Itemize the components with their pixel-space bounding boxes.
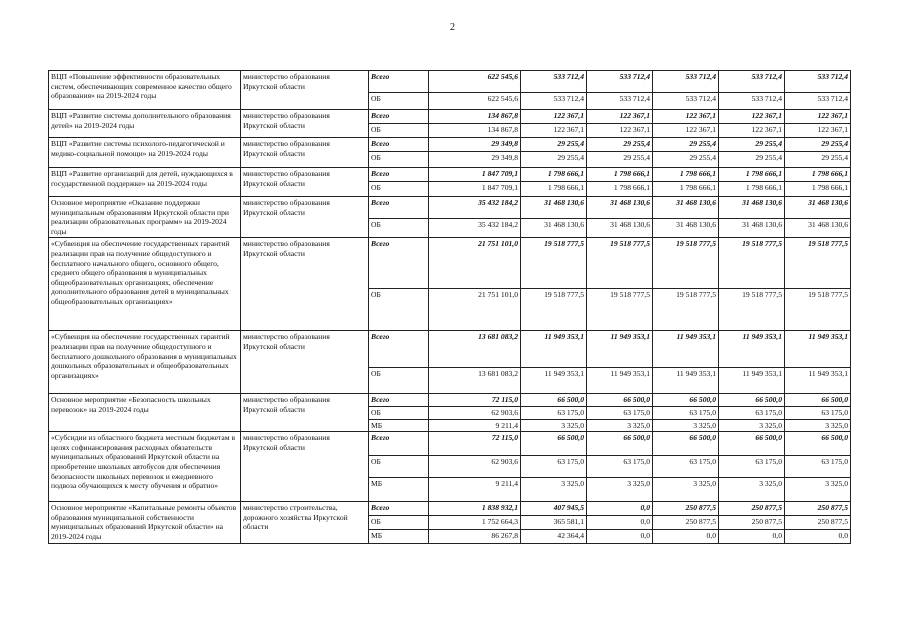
amount-cell: 0,0 bbox=[653, 529, 719, 543]
amount-cell: 66 500,0 bbox=[653, 394, 719, 407]
program-name-cell: «Субвенция на обеспечение государственных гарантий реализации прав на получение общедоступного и бесплатного начального общего, основного общего, среднего общего образования в муниципальных общеобразовательных организациях, обеспечение дополнительного образования детей в муниципальных общеобразовательных организациях» bbox=[49, 238, 241, 331]
amount-cell: 134 867,8 bbox=[429, 124, 521, 138]
amount-cell: 0,0 bbox=[785, 529, 851, 543]
funding-source-cell: Всего bbox=[369, 502, 429, 516]
amount-cell: 9 211,4 bbox=[429, 478, 521, 502]
amount-cell: 1 838 932,1 bbox=[429, 502, 521, 516]
amount-cell: 3 325,0 bbox=[587, 419, 653, 432]
funding-source-cell: ОБ bbox=[369, 289, 429, 331]
amount-cell: 13 681 083,2 bbox=[429, 368, 521, 394]
amount-cell: 533 712,4 bbox=[785, 71, 851, 93]
table-row bbox=[49, 138, 851, 152]
amount-cell: 29 255,4 bbox=[719, 138, 785, 152]
amount-cell: 122 367,1 bbox=[719, 110, 785, 124]
program-name-cell: Основное мероприятие «Оказание поддержки муниципальным образованиям Иркутской области при реализации образовательных программ» на 2019-2024 годы bbox=[49, 197, 241, 238]
amount-cell: 31 468 130,6 bbox=[521, 218, 587, 238]
amount-cell: 1 847 709,1 bbox=[429, 182, 521, 197]
table-row bbox=[49, 71, 851, 93]
amount-cell: 122 367,1 bbox=[785, 124, 851, 138]
amount-cell: 11 949 353,1 bbox=[587, 331, 653, 368]
responsible-org-cell: министерство образования Иркутской области bbox=[241, 71, 369, 110]
amount-cell: 11 949 353,1 bbox=[785, 368, 851, 394]
amount-cell: 134 867,8 bbox=[429, 110, 521, 124]
amount-cell: 63 175,0 bbox=[587, 456, 653, 478]
amount-cell: 533 712,4 bbox=[653, 71, 719, 93]
funding-source-cell: Всего bbox=[369, 432, 429, 456]
amount-cell: 31 468 130,6 bbox=[587, 218, 653, 238]
amount-cell: 29 255,4 bbox=[521, 152, 587, 168]
amount-cell: 3 325,0 bbox=[719, 419, 785, 432]
amount-cell: 66 500,0 bbox=[587, 394, 653, 407]
amount-cell: 365 581,1 bbox=[521, 515, 587, 529]
amount-cell: 1 798 666,1 bbox=[785, 168, 851, 182]
amount-cell: 3 325,0 bbox=[719, 478, 785, 502]
table-row bbox=[49, 394, 851, 407]
table-row bbox=[49, 502, 851, 516]
amount-cell: 29 255,4 bbox=[521, 138, 587, 152]
funding-source-cell: Всего bbox=[369, 138, 429, 152]
amount-cell: 21 751 101,0 bbox=[429, 238, 521, 289]
funding-source-cell: ОБ bbox=[369, 515, 429, 529]
amount-cell: 19 518 777,5 bbox=[719, 289, 785, 331]
amount-cell: 63 175,0 bbox=[653, 456, 719, 478]
amount-cell: 250 877,5 bbox=[719, 502, 785, 516]
responsible-org-cell: министерство образования Иркутской области bbox=[241, 238, 369, 331]
amount-cell: 13 681 083,2 bbox=[429, 331, 521, 368]
amount-cell: 250 877,5 bbox=[785, 502, 851, 516]
amount-cell: 122 367,1 bbox=[719, 124, 785, 138]
funding-source-cell: ОБ bbox=[369, 93, 429, 110]
amount-cell: 533 712,4 bbox=[785, 93, 851, 110]
amount-cell: 11 949 353,1 bbox=[719, 331, 785, 368]
funding-source-cell: Всего bbox=[369, 238, 429, 289]
amount-cell: 66 500,0 bbox=[785, 432, 851, 456]
amount-cell: 31 468 130,6 bbox=[785, 218, 851, 238]
amount-cell: 42 364,4 bbox=[521, 529, 587, 543]
amount-cell: 19 518 777,5 bbox=[521, 289, 587, 331]
amount-cell: 72 115,0 bbox=[429, 432, 521, 456]
amount-cell: 63 175,0 bbox=[719, 406, 785, 419]
program-name-cell: ВЦП «Развитие системы психолого-педагогической и медико-социальной помощи» на 2019-2024 годы bbox=[49, 138, 241, 168]
amount-cell: 29 255,4 bbox=[587, 138, 653, 152]
program-name-cell: ВЦП «Повышение эффективности образовательных систем, обеспечивающих современное качество общего образования» на 2019-2024 годы bbox=[49, 71, 241, 110]
amount-cell: 66 500,0 bbox=[719, 394, 785, 407]
amount-cell: 1 798 666,1 bbox=[785, 182, 851, 197]
amount-cell: 1 798 666,1 bbox=[653, 182, 719, 197]
amount-cell: 533 712,4 bbox=[719, 93, 785, 110]
amount-cell: 11 949 353,1 bbox=[719, 368, 785, 394]
amount-cell: 533 712,4 bbox=[719, 71, 785, 93]
funding-source-cell: ОБ bbox=[369, 456, 429, 478]
table-row bbox=[49, 168, 851, 182]
table-row bbox=[49, 110, 851, 124]
amount-cell: 250 877,5 bbox=[719, 515, 785, 529]
amount-cell: 31 468 130,6 bbox=[653, 197, 719, 219]
amount-cell: 66 500,0 bbox=[521, 394, 587, 407]
amount-cell: 407 945,5 bbox=[521, 502, 587, 516]
responsible-org-cell: министерство образования Иркутской области bbox=[241, 331, 369, 394]
page-number: 2 bbox=[450, 22, 455, 33]
amount-cell: 63 175,0 bbox=[653, 406, 719, 419]
funding-source-cell: Всего bbox=[369, 110, 429, 124]
amount-cell: 3 325,0 bbox=[653, 419, 719, 432]
program-name-cell: ВЦП «Развитие системы дополнительного образования детей» на 2019-2024 годы bbox=[49, 110, 241, 138]
amount-cell: 63 175,0 bbox=[587, 406, 653, 419]
amount-cell: 29 255,4 bbox=[719, 152, 785, 168]
funding-source-cell: Всего bbox=[369, 71, 429, 93]
amount-cell: 11 949 353,1 bbox=[587, 368, 653, 394]
amount-cell: 63 175,0 bbox=[719, 456, 785, 478]
amount-cell: 62 903,6 bbox=[429, 406, 521, 419]
amount-cell: 1 847 709,1 bbox=[429, 168, 521, 182]
amount-cell: 11 949 353,1 bbox=[653, 331, 719, 368]
amount-cell: 66 500,0 bbox=[521, 432, 587, 456]
program-name-cell: Основное мероприятие «Капитальные ремонты объектов образования муниципальной собственности муниципальных образований Иркутской области» на 2019-2024 годы bbox=[49, 502, 241, 543]
amount-cell: 29 255,4 bbox=[785, 138, 851, 152]
amount-cell: 9 211,4 bbox=[429, 419, 521, 432]
amount-cell: 1 798 666,1 bbox=[521, 182, 587, 197]
funding-source-cell: ОБ bbox=[369, 182, 429, 197]
table-row bbox=[49, 197, 851, 219]
amount-cell: 11 949 353,1 bbox=[653, 368, 719, 394]
amount-cell: 66 500,0 bbox=[785, 394, 851, 407]
responsible-org-cell: министерство строительства, дорожного хозяйства Иркутской области bbox=[241, 502, 369, 543]
amount-cell: 63 175,0 bbox=[521, 456, 587, 478]
amount-cell: 122 367,1 bbox=[653, 110, 719, 124]
table-body bbox=[49, 71, 851, 544]
amount-cell: 533 712,4 bbox=[587, 93, 653, 110]
amount-cell: 0,0 bbox=[587, 515, 653, 529]
program-name-cell: «Субвенция на обеспечение государственных гарантий реализации прав на получение общедоступного и бесплатного дошкольного образования в муниципальных дошкольных образовательных и общеобразовательных организациях» bbox=[49, 331, 241, 394]
amount-cell: 72 115,0 bbox=[429, 394, 521, 407]
table-row bbox=[49, 432, 851, 456]
amount-cell: 250 877,5 bbox=[785, 515, 851, 529]
amount-cell: 3 325,0 bbox=[521, 478, 587, 502]
amount-cell: 66 500,0 bbox=[653, 432, 719, 456]
amount-cell: 86 267,8 bbox=[429, 529, 521, 543]
amount-cell: 3 325,0 bbox=[521, 419, 587, 432]
amount-cell: 0,0 bbox=[587, 502, 653, 516]
amount-cell: 1 798 666,1 bbox=[521, 168, 587, 182]
amount-cell: 31 468 130,6 bbox=[785, 197, 851, 219]
amount-cell: 19 518 777,5 bbox=[521, 238, 587, 289]
amount-cell: 122 367,1 bbox=[785, 110, 851, 124]
responsible-org-cell: министерство образования Иркутской области bbox=[241, 138, 369, 168]
amount-cell: 29 255,4 bbox=[653, 138, 719, 152]
table-row bbox=[49, 331, 851, 368]
funding-source-cell: Всего bbox=[369, 168, 429, 182]
amount-cell: 250 877,5 bbox=[653, 502, 719, 516]
amount-cell: 122 367,1 bbox=[521, 124, 587, 138]
amount-cell: 11 949 353,1 bbox=[521, 331, 587, 368]
funding-source-cell: ОБ bbox=[369, 218, 429, 238]
amount-cell: 29 349,8 bbox=[429, 152, 521, 168]
funding-source-cell: МБ bbox=[369, 478, 429, 502]
amount-cell: 31 468 130,6 bbox=[521, 197, 587, 219]
funding-source-cell: Всего bbox=[369, 197, 429, 219]
funding-source-cell: Всего bbox=[369, 394, 429, 407]
amount-cell: 122 367,1 bbox=[653, 124, 719, 138]
amount-cell: 66 500,0 bbox=[587, 432, 653, 456]
responsible-org-cell: министерство образования Иркутской области bbox=[241, 432, 369, 502]
responsible-org-cell: министерство образования Иркутской области bbox=[241, 394, 369, 432]
amount-cell: 3 325,0 bbox=[653, 478, 719, 502]
amount-cell: 21 751 101,0 bbox=[429, 289, 521, 331]
funding-source-cell: МБ bbox=[369, 419, 429, 432]
amount-cell: 19 518 777,5 bbox=[587, 238, 653, 289]
amount-cell: 31 468 130,6 bbox=[719, 197, 785, 219]
amount-cell: 31 468 130,6 bbox=[719, 218, 785, 238]
amount-cell: 1 798 666,1 bbox=[719, 182, 785, 197]
amount-cell: 3 325,0 bbox=[785, 419, 851, 432]
funding-source-cell: МБ bbox=[369, 529, 429, 543]
amount-cell: 3 325,0 bbox=[785, 478, 851, 502]
amount-cell: 533 712,4 bbox=[521, 71, 587, 93]
amount-cell: 3 325,0 bbox=[587, 478, 653, 502]
responsible-org-cell: министерство образования Иркутской области bbox=[241, 110, 369, 138]
amount-cell: 533 712,4 bbox=[521, 93, 587, 110]
budget-table bbox=[48, 70, 851, 544]
amount-cell: 11 949 353,1 bbox=[521, 368, 587, 394]
amount-cell: 19 518 777,5 bbox=[653, 238, 719, 289]
program-name-cell: «Субсидии из областного бюджета местным бюджетам в целях софинансирования расходных обязательств муниципальных образований Иркутской области на приобретение школьных автобусов для обеспечения безопасности школьных перевозок и ежедневного подвоза обучающихся к месту обучения и обратно» bbox=[49, 432, 241, 502]
amount-cell: 29 349,8 bbox=[429, 138, 521, 152]
amount-cell: 622 545,6 bbox=[429, 93, 521, 110]
amount-cell: 19 518 777,5 bbox=[587, 289, 653, 331]
amount-cell: 19 518 777,5 bbox=[785, 289, 851, 331]
amount-cell: 533 712,4 bbox=[587, 71, 653, 93]
amount-cell: 0,0 bbox=[719, 529, 785, 543]
amount-cell: 1 752 664,3 bbox=[429, 515, 521, 529]
amount-cell: 1 798 666,1 bbox=[587, 182, 653, 197]
amount-cell: 122 367,1 bbox=[587, 124, 653, 138]
amount-cell: 63 175,0 bbox=[785, 406, 851, 419]
program-name-cell: Основное мероприятие «Безопасность школьных перевозок» на 2019-2024 годы bbox=[49, 394, 241, 432]
program-name-cell: ВЦП «Развитие организаций для детей, нуждающихся в государственной поддержке» на 2019-2024 годы bbox=[49, 168, 241, 197]
amount-cell: 0,0 bbox=[587, 529, 653, 543]
amount-cell: 122 367,1 bbox=[587, 110, 653, 124]
table-row bbox=[49, 238, 851, 289]
amount-cell: 62 903,6 bbox=[429, 456, 521, 478]
amount-cell: 66 500,0 bbox=[719, 432, 785, 456]
amount-cell: 29 255,4 bbox=[587, 152, 653, 168]
responsible-org-cell: министерство образования Иркутской области bbox=[241, 197, 369, 238]
amount-cell: 1 798 666,1 bbox=[719, 168, 785, 182]
amount-cell: 29 255,4 bbox=[653, 152, 719, 168]
amount-cell: 31 468 130,6 bbox=[653, 218, 719, 238]
funding-source-cell: Всего bbox=[369, 331, 429, 368]
amount-cell: 35 432 184,2 bbox=[429, 218, 521, 238]
amount-cell: 31 468 130,6 bbox=[587, 197, 653, 219]
responsible-org-cell: министерство образования Иркутской области bbox=[241, 168, 369, 197]
amount-cell: 122 367,1 bbox=[521, 110, 587, 124]
funding-source-cell: ОБ bbox=[369, 406, 429, 419]
funding-source-cell: ОБ bbox=[369, 368, 429, 394]
funding-source-cell: ОБ bbox=[369, 124, 429, 138]
amount-cell: 1 798 666,1 bbox=[653, 168, 719, 182]
amount-cell: 11 949 353,1 bbox=[785, 331, 851, 368]
amount-cell: 29 255,4 bbox=[785, 152, 851, 168]
amount-cell: 19 518 777,5 bbox=[653, 289, 719, 331]
funding-source-cell: ОБ bbox=[369, 152, 429, 168]
amount-cell: 1 798 666,1 bbox=[587, 168, 653, 182]
amount-cell: 63 175,0 bbox=[785, 456, 851, 478]
amount-cell: 19 518 777,5 bbox=[785, 238, 851, 289]
amount-cell: 622 545,6 bbox=[429, 71, 521, 93]
amount-cell: 63 175,0 bbox=[521, 406, 587, 419]
amount-cell: 533 712,4 bbox=[653, 93, 719, 110]
amount-cell: 250 877,5 bbox=[653, 515, 719, 529]
amount-cell: 19 518 777,5 bbox=[719, 238, 785, 289]
amount-cell: 35 432 184,2 bbox=[429, 197, 521, 219]
